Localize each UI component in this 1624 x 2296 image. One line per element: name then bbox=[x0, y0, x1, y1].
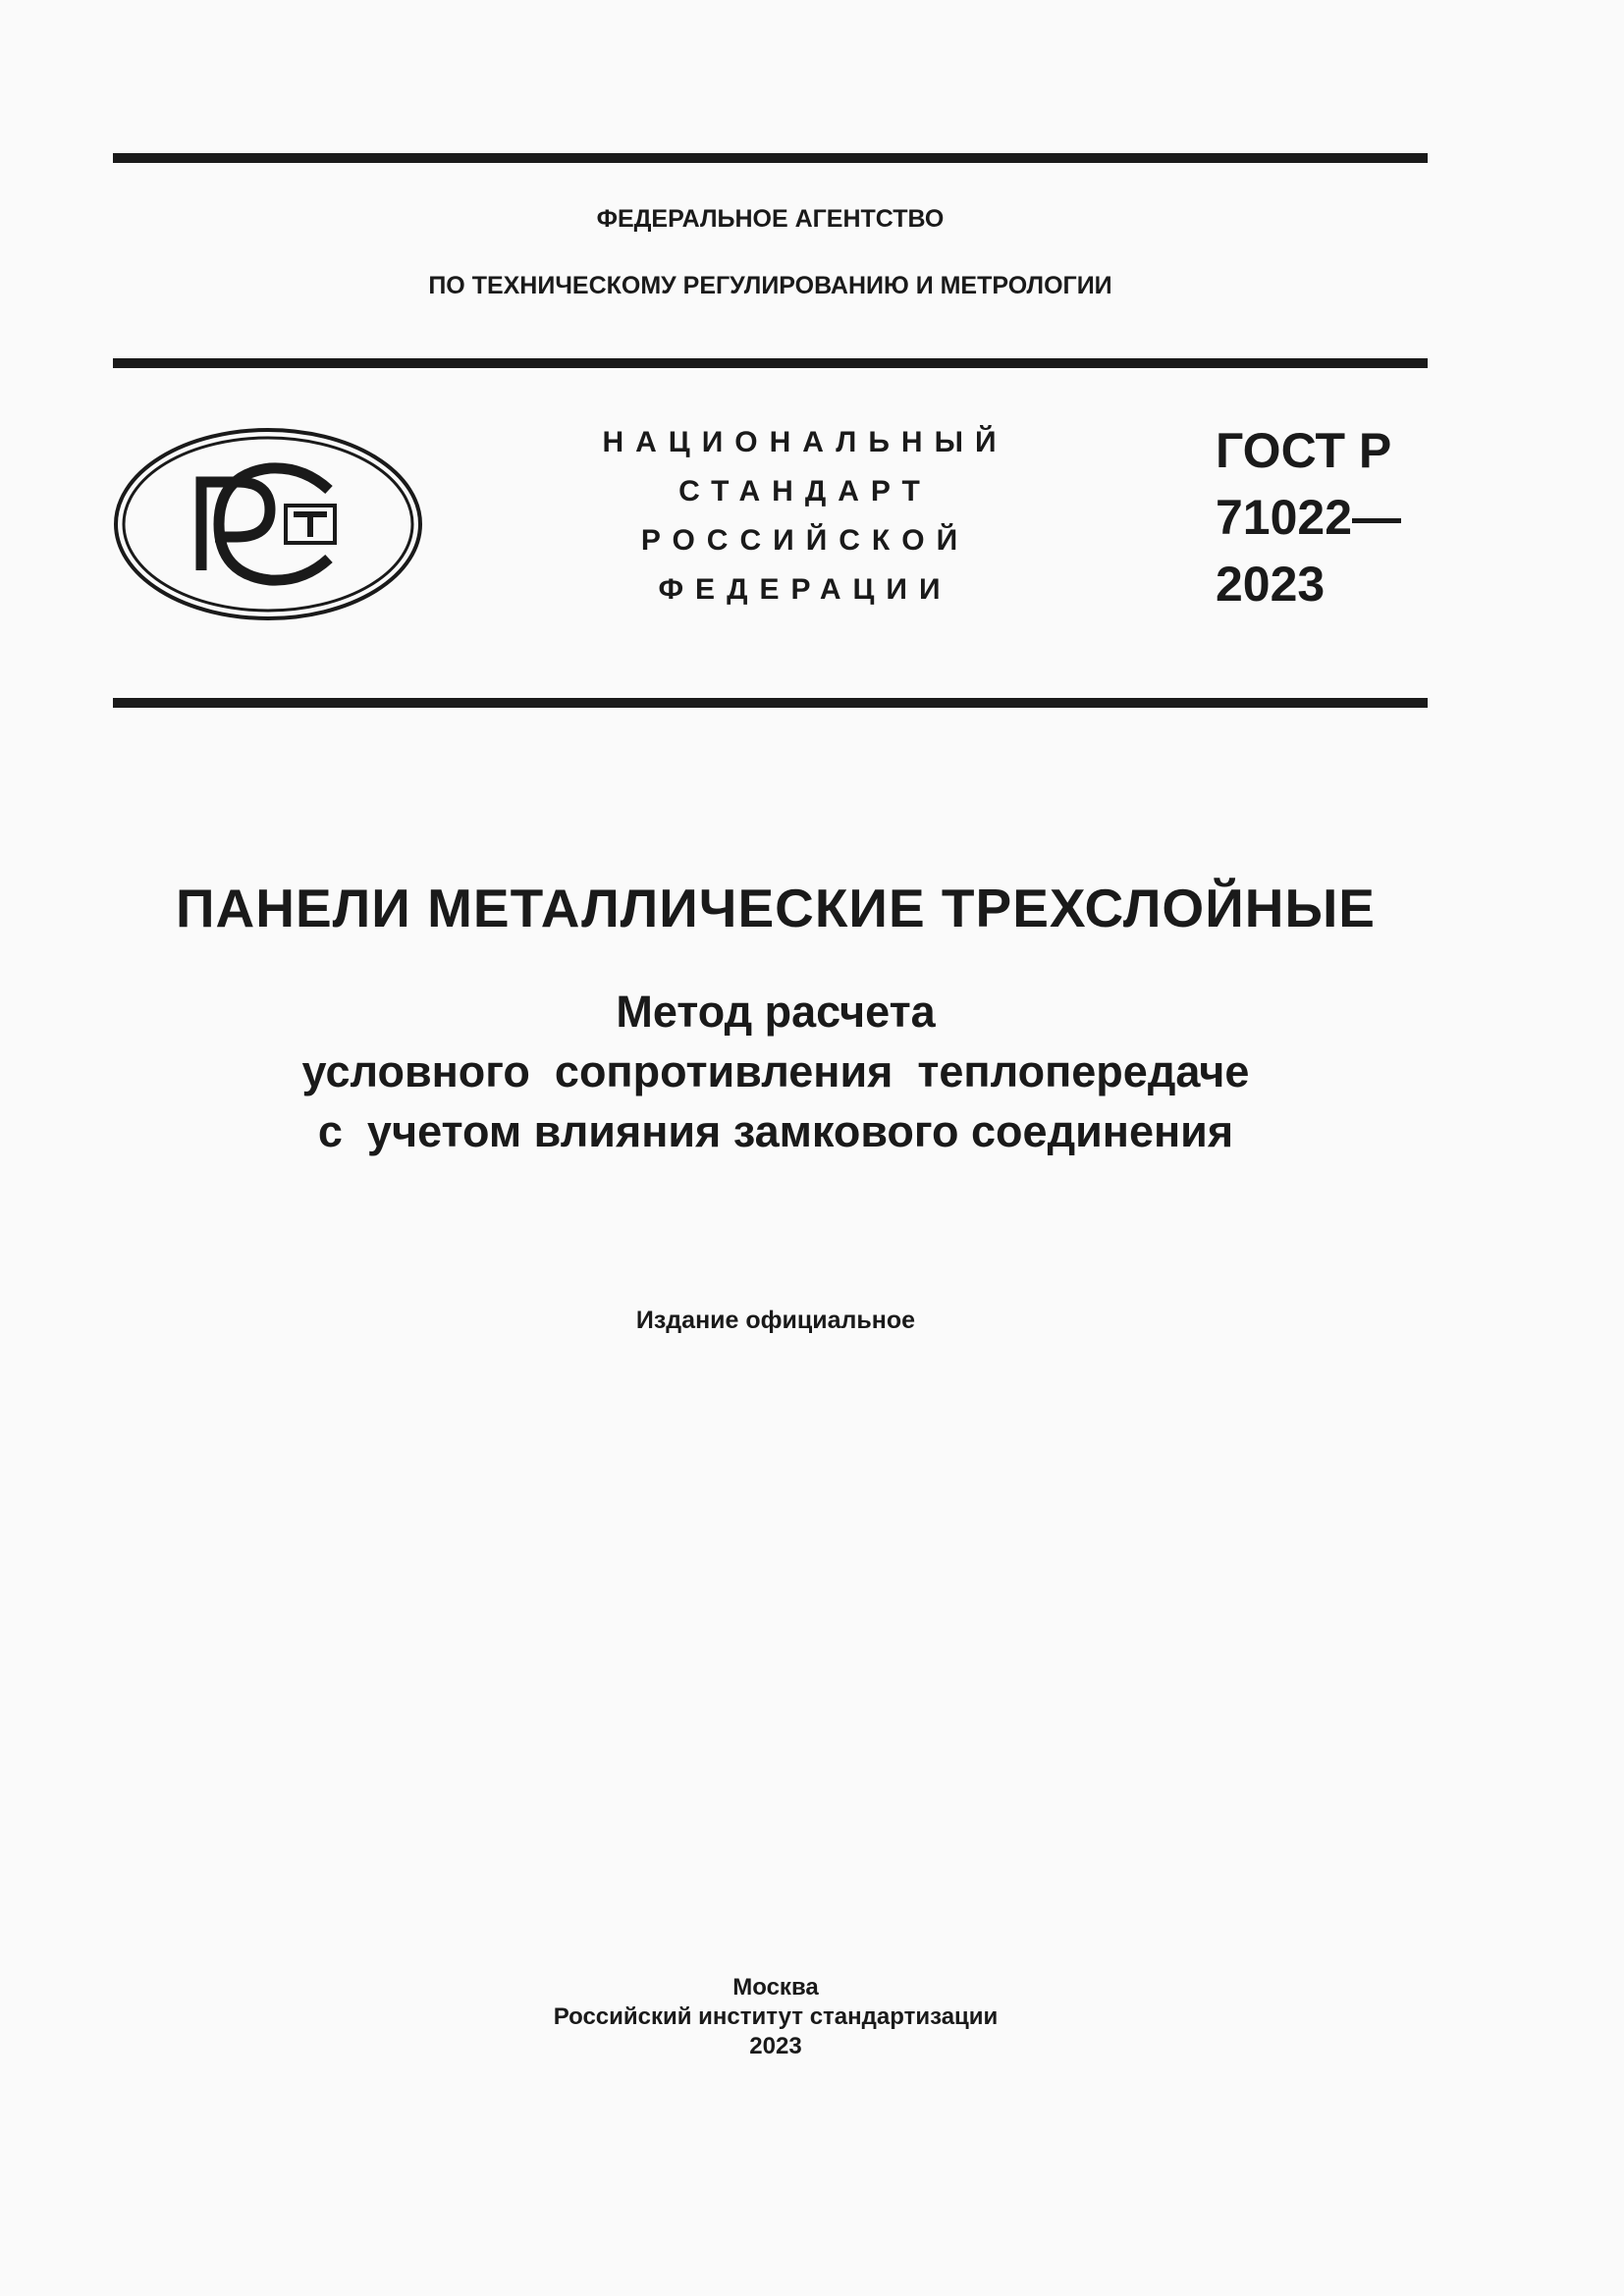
top-divider bbox=[113, 153, 1428, 163]
national-standard-line-3: РОССИЙСКОЙ bbox=[640, 524, 970, 557]
standard-code-line-3: 2023 bbox=[1216, 557, 1326, 612]
agency-name-line-1: ФЕДЕРАЛЬНОЕ АГЕНТСТВО bbox=[596, 205, 945, 233]
standard-code bbox=[1216, 417, 1401, 617]
standard-code-line-2: 71022— bbox=[1216, 490, 1402, 545]
national-standard-line-2: СТАНДАРТ bbox=[678, 475, 932, 507]
standard-code-line-1: ГОСТ Р bbox=[1216, 423, 1392, 478]
edition-note: Издание официальное bbox=[635, 1307, 916, 1334]
rst-emblem-icon bbox=[111, 425, 425, 623]
document-title: ПАНЕЛИ МЕТАЛЛИЧЕСКИЕ ТРЕХСЛОЙНЫЕ bbox=[176, 878, 1376, 938]
imprint-city: Москва bbox=[732, 1974, 819, 2001]
imprint-year: 2023 bbox=[749, 2033, 802, 2059]
subtitle-line-1: Метод расчета bbox=[616, 987, 936, 1037]
national-standard-line-1: НАЦИОНАЛЬНЫЙ bbox=[602, 426, 1008, 458]
national-standard-block bbox=[560, 418, 1051, 614]
emblem-divider bbox=[113, 698, 1428, 708]
national-standard-line-4: ФЕДЕРАЦИИ bbox=[658, 573, 952, 606]
agency-name-line-2: ПО ТЕХНИЧЕСКОМУ РЕГУЛИРОВАНИЮ И МЕТРОЛОГИИ bbox=[428, 272, 1112, 299]
subtitle-line-2: условного сопротивления теплопередаче bbox=[301, 1046, 1250, 1096]
publisher-imprint bbox=[0, 1973, 1551, 2061]
document-subtitle bbox=[0, 982, 1551, 1161]
subtitle-line-3: с учетом влияния замкового соединения bbox=[317, 1106, 1234, 1156]
imprint-publisher: Российский институт стандартизации bbox=[553, 2003, 999, 2030]
header-divider bbox=[113, 358, 1428, 368]
